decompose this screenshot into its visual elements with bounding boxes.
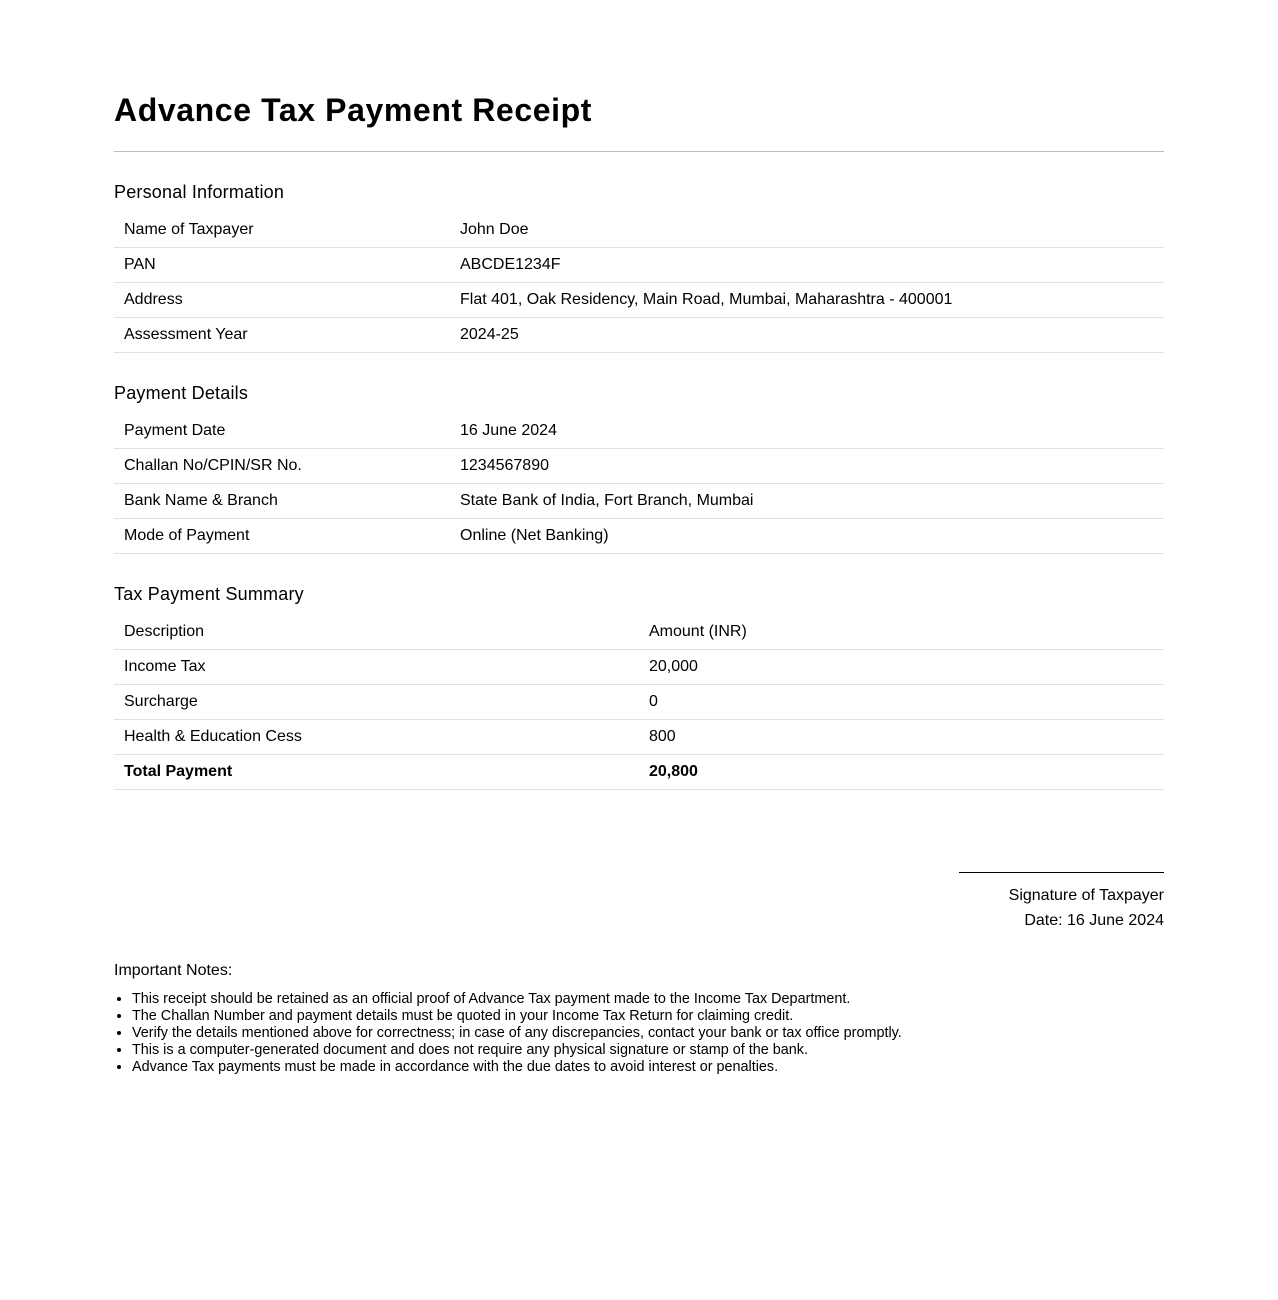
row-label: Challan No/CPIN/SR No.	[114, 449, 450, 484]
signature-label: Signature of Taxpayer	[1008, 887, 1164, 904]
list-item: • Advance Tax payments must be made in accordance with the due dates to avoid interest or penalties.	[132, 1059, 1164, 1076]
list-item: • The Challan Number and payment details must be quoted in your Income Tax Return for claiming credit.	[132, 1008, 1164, 1025]
row-label: PAN	[114, 248, 450, 283]
personal-info-table	[114, 213, 1164, 353]
row-amount: 20,000	[639, 650, 1164, 685]
row-value: 16 June 2024	[450, 414, 1164, 449]
page-title: Advance Tax Payment Receipt	[114, 92, 593, 128]
row-value: John Doe	[450, 213, 1164, 248]
list-item: • This is a computer-generated document and does not require any physical signature or stamp of the bank.	[132, 1042, 1164, 1059]
row-value: ABCDE1234F	[450, 248, 1164, 283]
total-row	[114, 755, 1164, 790]
row-description: Surcharge	[114, 685, 639, 720]
row-value: 1234567890	[450, 449, 1164, 484]
table-header-row	[114, 615, 1164, 650]
table-row	[114, 449, 1164, 484]
notes-heading: Important Notes:	[114, 962, 233, 979]
payment-details-table	[114, 414, 1164, 554]
row-label: Assessment Year	[114, 318, 450, 353]
row-description: Income Tax	[114, 650, 639, 685]
personal-info-heading: Personal Information	[114, 182, 285, 202]
row-label: Address	[114, 283, 450, 318]
row-description: Health & Education Cess	[114, 720, 639, 755]
row-label: Bank Name & Branch	[114, 484, 450, 519]
table-row	[114, 248, 1164, 283]
signature-block	[114, 860, 1164, 931]
title-divider	[114, 151, 1164, 152]
receipt-page	[114, 0, 1164, 1076]
table-row	[114, 283, 1164, 318]
row-label: Name of Taxpayer	[114, 213, 450, 248]
tax-summary-heading: Tax Payment Summary	[114, 584, 304, 604]
table-row	[114, 685, 1164, 720]
payment-details-heading: Payment Details	[114, 383, 249, 403]
signature-line	[959, 872, 1164, 873]
table-row	[114, 484, 1164, 519]
table-row	[114, 318, 1164, 353]
column-header-amount: Amount (INR)	[639, 615, 1164, 650]
row-value: Online (Net Banking)	[450, 519, 1164, 554]
row-value: State Bank of India, Fort Branch, Mumbai	[450, 484, 1164, 519]
table-row	[114, 414, 1164, 449]
list-item: • This receipt should be retained as an official proof of Advance Tax payment made to the Income Tax Department.	[132, 991, 1164, 1008]
notes-list	[114, 991, 1164, 1076]
row-amount: 0	[639, 685, 1164, 720]
table-row	[114, 519, 1164, 554]
tax-summary-table	[114, 615, 1164, 790]
row-label: Mode of Payment	[114, 519, 450, 554]
table-row	[114, 650, 1164, 685]
row-amount: 800	[639, 720, 1164, 755]
list-item: • Verify the details mentioned above for correctness; in case of any discrepancies, contact your bank or tax office promptly.	[132, 1025, 1164, 1042]
row-label: Payment Date	[114, 414, 450, 449]
total-label: Total Payment	[114, 755, 639, 790]
table-row	[114, 720, 1164, 755]
row-value: 2024-25	[450, 318, 1164, 353]
column-header-description: Description	[114, 615, 639, 650]
total-amount: 20,800	[639, 755, 1164, 790]
row-value: Flat 401, Oak Residency, Main Road, Mumbai, Maharashtra - 400001	[450, 283, 1164, 318]
table-row	[114, 213, 1164, 248]
signature-date: Date: 16 June 2024	[1024, 912, 1164, 929]
